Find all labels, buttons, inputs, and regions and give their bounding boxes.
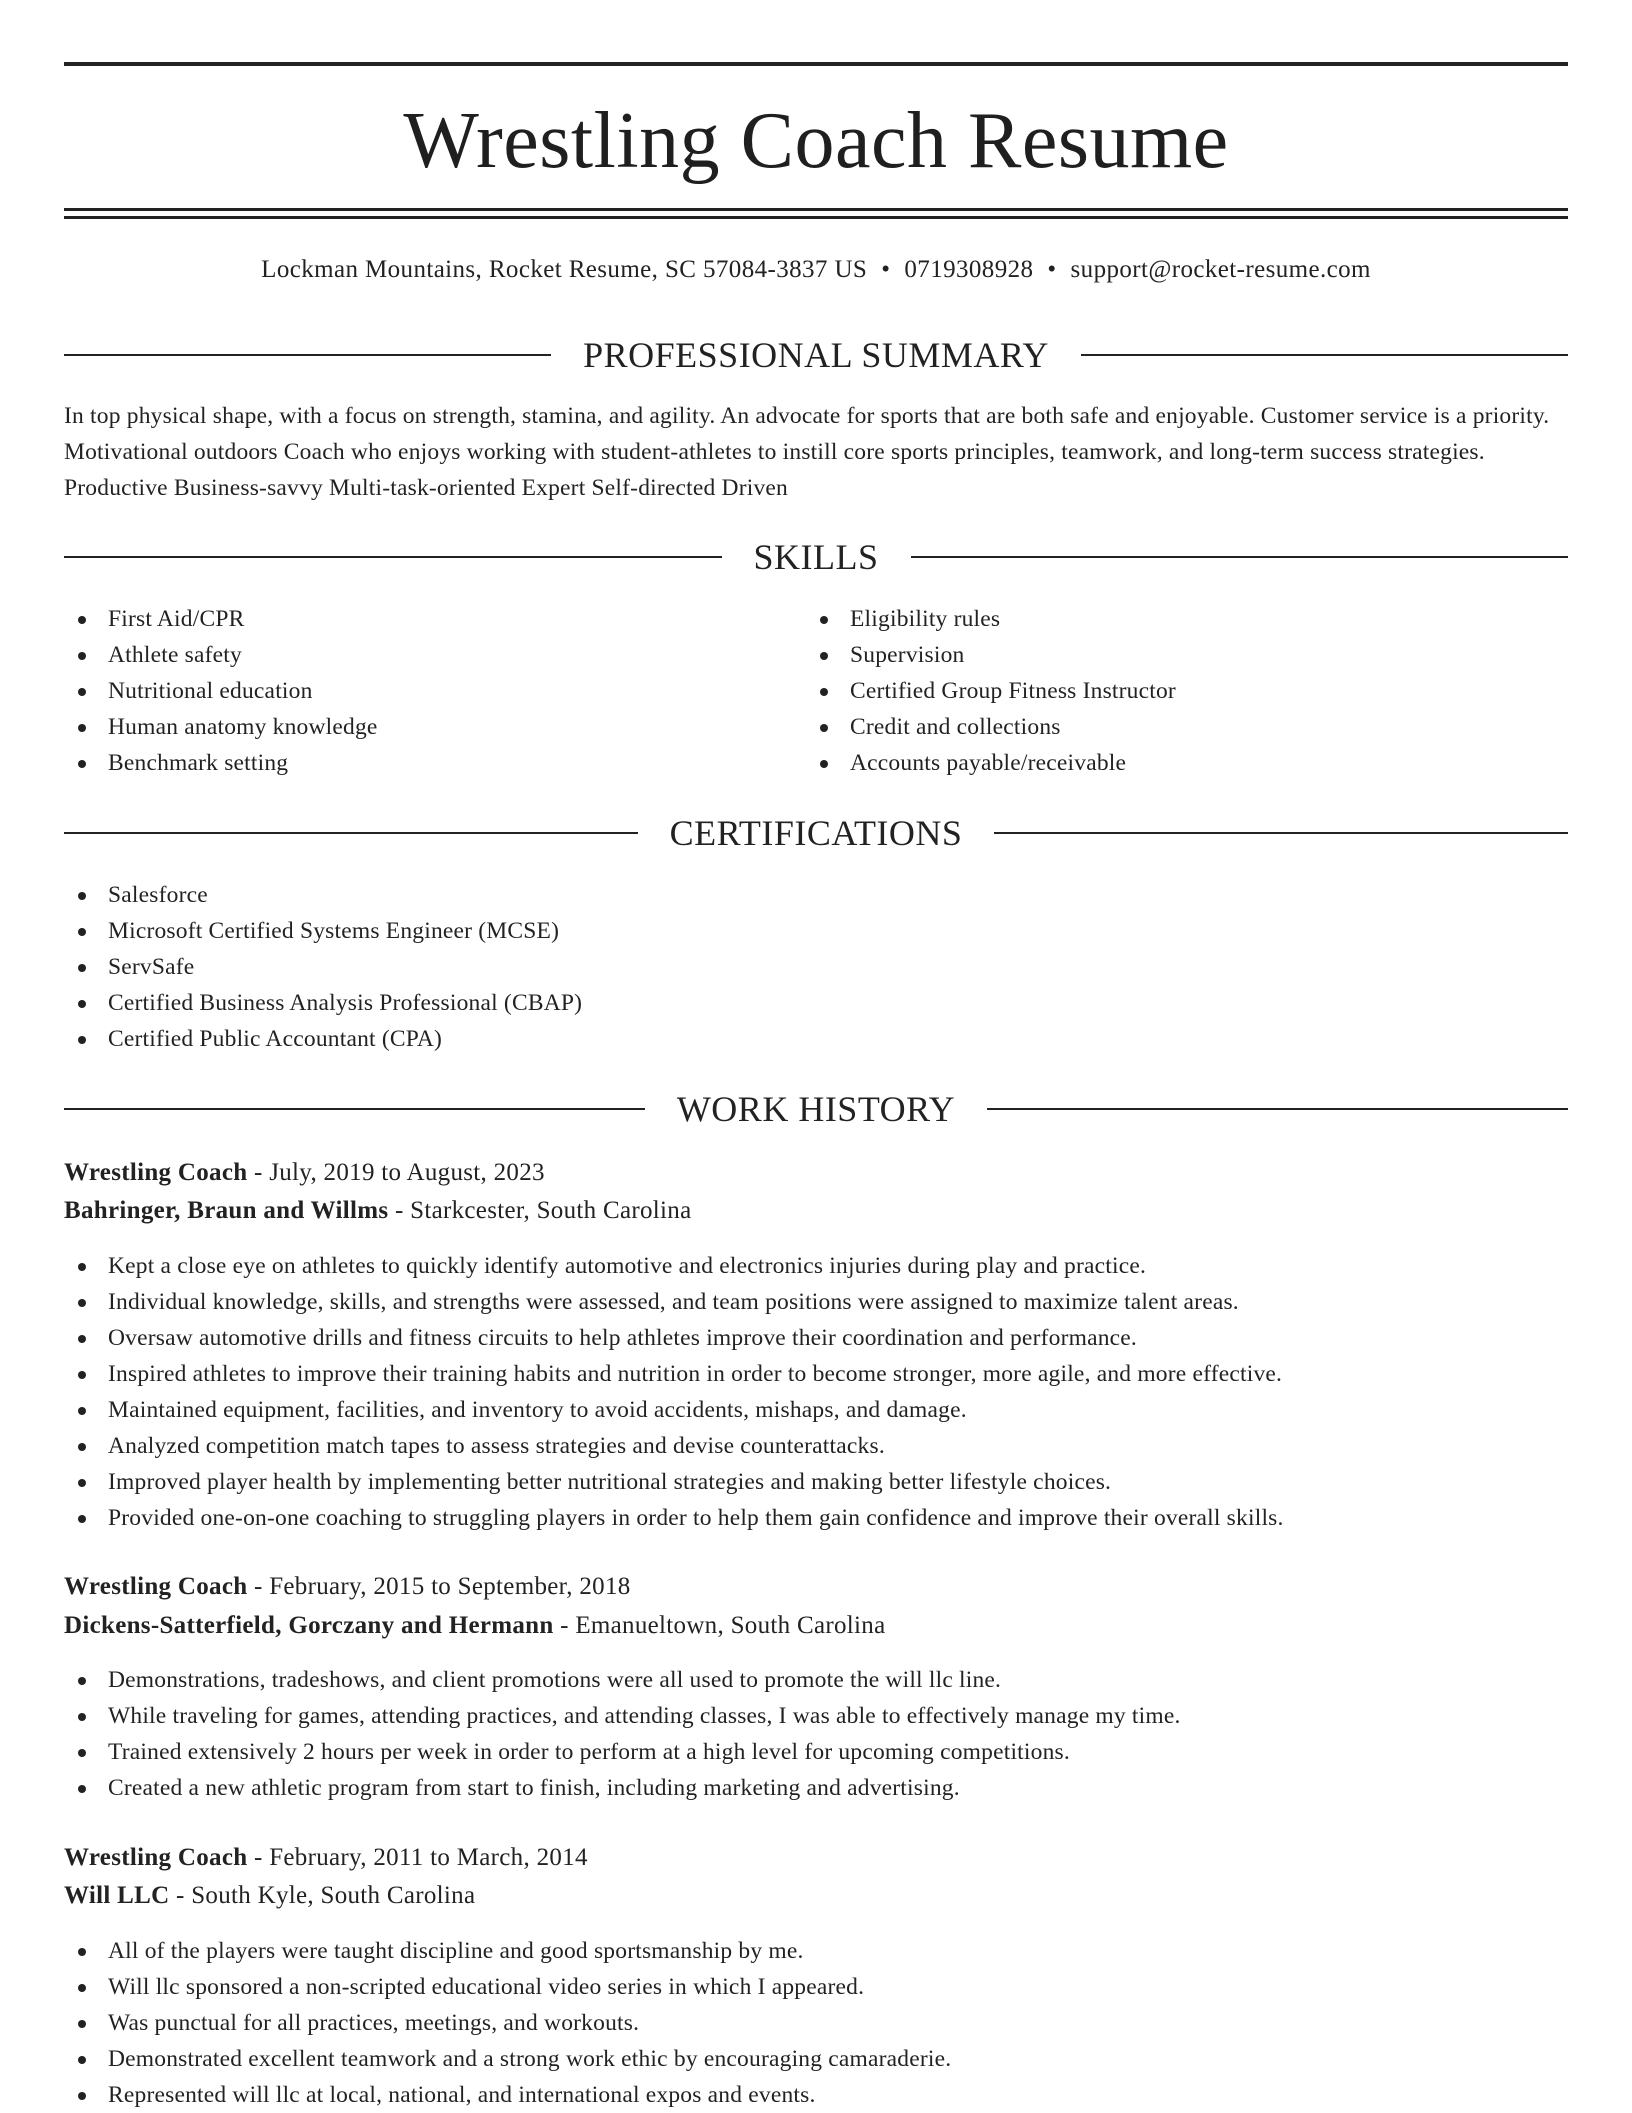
summary-heading-label: PROFESSIONAL SUMMARY [583, 335, 1049, 375]
skill-item: Human anatomy knowledge [64, 709, 764, 745]
job-title-line [64, 1840, 1568, 1876]
contact-separator: • [881, 256, 891, 283]
job-company: Will LLC [64, 1882, 170, 1909]
job-title: Wrestling Coach [64, 1573, 248, 1600]
certification-item: Salesforce [64, 877, 1464, 913]
job-title: Wrestling Coach [64, 1159, 248, 1186]
job-duty-item: Individual knowledge, skills, and strengths were assessed, and team positions were assigned to maximize talent areas. [64, 1284, 1544, 1320]
job-duties-list [64, 1248, 1544, 1536]
contact-separator: • [1047, 256, 1057, 283]
job-dates: - February, 2015 to September, 2018 [254, 1573, 631, 1600]
certifications-list [64, 877, 1464, 1057]
skill-item: Eligibility rules [806, 601, 1506, 637]
certification-item: Microsoft Certified Systems Engineer (MCSE) [64, 913, 1464, 949]
job-duty-item: Inspired athletes to improve their training habits and nutrition in order to become stronger, more agile, and more effective. [64, 1356, 1544, 1392]
heading-rule-right [1081, 354, 1568, 356]
job-title-line [64, 1155, 1568, 1191]
contact-email[interactable]: support@rocket-resume.com [1070, 256, 1371, 283]
skills-heading [64, 535, 1568, 579]
skill-item: Accounts payable/receivable [806, 745, 1506, 781]
heading-rule-left [64, 354, 551, 356]
skill-item: First Aid/CPR [64, 601, 764, 637]
work-history-heading-label: WORK HISTORY [676, 1089, 956, 1129]
job-duty-item: Demonstrations, tradeshows, and client promotions were all used to promote the will llc line. [64, 1662, 1544, 1698]
skills-heading-label: SKILLS [753, 537, 879, 577]
job-duty-item: Kept a close eye on athletes to quickly identify automotive and electronics injuries during play and practice. [64, 1248, 1544, 1284]
job-duty-item: Trained extensively 2 hours per week in order to perform at a high level for upcoming competitions. [64, 1734, 1544, 1770]
job-duty-item: All of the players were taught discipline and good sportsmanship by me. [64, 1933, 1544, 1969]
title-rule-upper [64, 208, 1568, 211]
job-location: - Emanueltown, South Carolina [560, 1612, 886, 1639]
job-location: - Starkcester, South Carolina [394, 1197, 692, 1224]
contact-address: Lockman Mountains, Rocket Resume, SC 57084-3837 US [261, 256, 868, 283]
skill-item: Nutritional education [64, 673, 764, 709]
job-duty-item: Created a new athletic program from start to finish, including marketing and advertising. [64, 1770, 1544, 1806]
skill-item: Supervision [806, 637, 1506, 673]
certifications-heading [64, 811, 1568, 855]
contact-phone: 0719308928 [904, 256, 1034, 283]
job-duty-item: Will llc sponsored a non-scripted educational video series in which I appeared. [64, 1969, 1544, 2005]
job-duty-item: Analyzed competition match tapes to assess strategies and devise counterattacks. [64, 1428, 1544, 1464]
job-duty-item: Was punctual for all practices, meetings, and workouts. [64, 2005, 1544, 2041]
skill-item: Certified Group Fitness Instructor [806, 673, 1506, 709]
job-company-line [64, 1193, 1568, 1229]
job-company: Bahringer, Braun and Willms [64, 1197, 389, 1224]
skill-item: Credit and collections [806, 709, 1506, 745]
heading-rule-left [64, 556, 722, 558]
certifications-heading-label: CERTIFICATIONS [669, 813, 963, 853]
top-rule [64, 62, 1568, 66]
job-duties-list [64, 1662, 1544, 1806]
job-duties-list [64, 1933, 1544, 2113]
heading-rule-left [64, 1108, 645, 1110]
job-duty-item: Provided one-on-one coaching to struggling players in order to help them gain confidence and improve their overall skills. [64, 1500, 1544, 1536]
certification-item: Certified Public Accountant (CPA) [64, 1021, 1464, 1057]
summary-text: In top physical shape, with a focus on strength, stamina, and agility. An advocate for sports that are both safe and enjoyable. Customer service is a priority. Motivational outdoors Coach who enjoys working with student-athletes to instill core sports principles, teamwork, and long-term success strategies. Productive Business-savvy Multi-task-oriented Expert Self-directed Driven [64, 403, 1550, 501]
work-history-heading [64, 1087, 1568, 1131]
job-company: Dickens-Satterfield, Gorczany and Hermann [64, 1612, 554, 1639]
job-duty-item: Demonstrated excellent teamwork and a strong work ethic by encouraging camaraderie. [64, 2041, 1544, 2077]
job-duty-item: While traveling for games, attending practices, and attending classes, I was able to effectively manage my time. [64, 1698, 1544, 1734]
job-dates: - July, 2019 to August, 2023 [254, 1159, 545, 1186]
job-duty-item: Improved player health by implementing better nutritional strategies and making better lifestyle choices. [64, 1464, 1544, 1500]
title-rule-lower [64, 216, 1568, 219]
page-title: Wrestling Coach Resume [403, 97, 1229, 185]
skill-item: Athlete safety [64, 637, 764, 673]
skills-list-left [64, 601, 764, 781]
contact-line [64, 253, 1568, 287]
heading-rule-left [64, 832, 638, 834]
job-duty-item: Oversaw automotive drills and fitness circuits to help athletes improve their coordination and performance. [64, 1320, 1544, 1356]
heading-rule-right [994, 832, 1568, 834]
skill-item: Benchmark setting [64, 745, 764, 781]
certification-item: Certified Business Analysis Professional (CBAP) [64, 985, 1464, 1021]
job-duty-item: Represented will llc at local, national, and international expos and events. [64, 2077, 1544, 2113]
heading-rule-right [911, 556, 1569, 558]
heading-rule-right [987, 1108, 1568, 1110]
job-company-line [64, 1878, 1568, 1914]
job-location: - South Kyle, South Carolina [176, 1882, 476, 1909]
certification-item: ServSafe [64, 949, 1464, 985]
skills-list-right [806, 601, 1506, 781]
job-title: Wrestling Coach [64, 1844, 248, 1871]
job-title-line [64, 1569, 1568, 1605]
job-dates: - February, 2011 to March, 2014 [254, 1844, 588, 1871]
job-company-line [64, 1608, 1568, 1644]
summary-heading [64, 333, 1568, 377]
job-duty-item: Maintained equipment, facilities, and inventory to avoid accidents, mishaps, and damage. [64, 1392, 1544, 1428]
